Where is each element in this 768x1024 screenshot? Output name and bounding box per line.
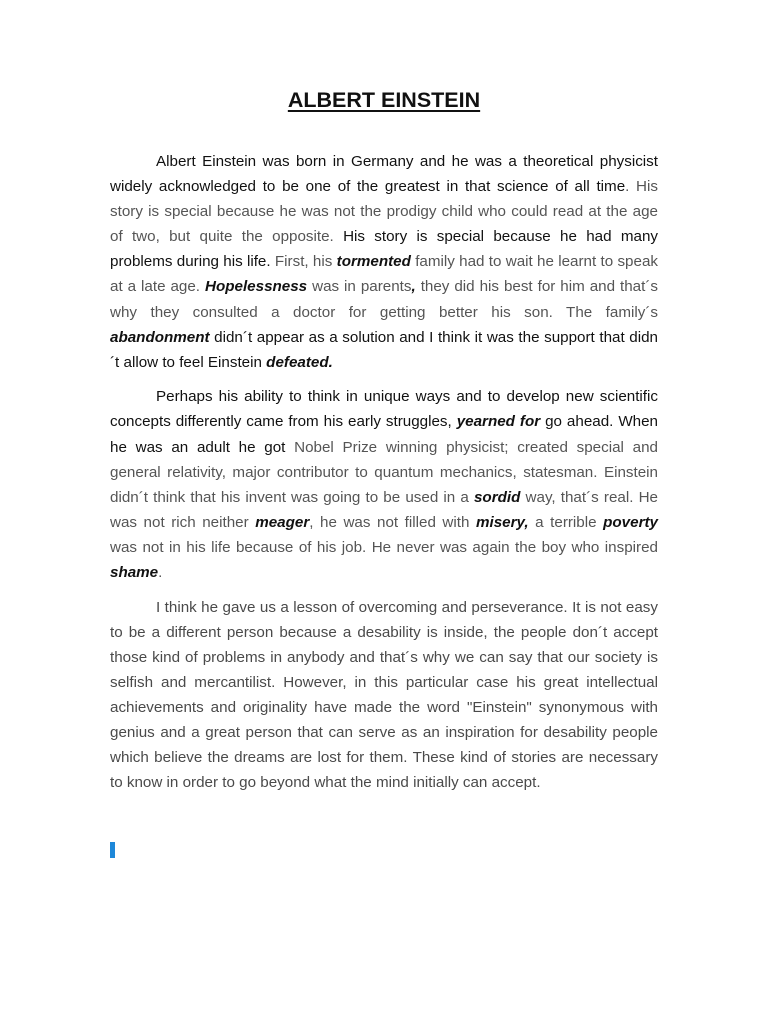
p1-keyword-hopelessness: Hopelessness — [204, 278, 308, 296]
p1-sentence-2: . His story is special because he was not the prodigy child who could read at the age of two, but quite the opposite. — [110, 178, 658, 246]
p2-text-5: , he was not filled with — [309, 513, 476, 531]
paragraph-1 — [110, 149, 658, 375]
p1-text-6: was in parents — [307, 278, 412, 296]
p2-keyword-yearned-for: yearned for — [456, 413, 541, 431]
p1-text-4: First, his — [270, 253, 337, 271]
p1-sentence-3: His story is special because he had many problems during his life. — [110, 228, 658, 271]
p1-text-8: didn´t appear as a solution and I think it was the support that didn´t allow to feel Einstein — [110, 328, 658, 371]
document-page — [110, 84, 658, 805]
p2-keyword-sordid: sordid — [473, 488, 521, 506]
p1-keyword-defeated: defeated. — [266, 353, 333, 371]
p2-text-7: was not in his life because of his job. He never was again the boy who inspired — [110, 538, 658, 556]
paragraph-2 — [110, 384, 658, 585]
p1-text-5: family had to wait he learnt to speak at a late age. — [110, 253, 658, 296]
p2-text-8: . — [158, 564, 163, 581]
p2-keyword-poverty: poverty — [603, 513, 658, 531]
p2-text-6: a terrible — [528, 513, 604, 531]
text-cursor-marker[interactable] — [110, 842, 115, 858]
p1-keyword-abandonment: abandonment — [110, 328, 210, 346]
p1-sentence-1: Albert Einstein was born in Germany and he was a theoretical physicist widely acknowledged to be one of the greatest in that science of all time — [110, 153, 658, 196]
p2-keyword-meager: meager — [255, 513, 310, 531]
p2-keyword-shame: shame — [110, 564, 159, 581]
p2-text-1: Perhaps his ability to think in unique ways and to develop new scientific concepts differently came from his early struggles, — [110, 388, 658, 431]
p1-bold-comma: , — [411, 278, 416, 296]
p2-text-4: way, that´s real. He was not rich neither — [110, 488, 658, 531]
p2-text-2: go ahead. When he was an adult he got — [110, 413, 659, 456]
p2-text-3: Nobel Prize winning physicist; created special and general relativity, major contributor to quantum mechanics, statesman. Einstein didn´t think that his invent was going to be used in a — [110, 438, 658, 506]
p1-text-7: they did his best for him and that´s why they consulted a doctor for getting better his son. The family´s — [110, 278, 658, 321]
p1-keyword-tormented: tormented — [336, 253, 411, 271]
paragraph-3: I think he gave us a lesson of overcoming and perseverance. It is not easy to be a different person because a desability is inside, the people don´t accept those kind of problems in anybody and that´s why we can say that our society is selfish and mercantilist. However, in this particular case his great intellectual achievements and originality have made the word "Einstein" synonymous with genius and a great person that can serve as an inspiration for desability people which believe the dreams are lost for them. These kind of stories are necessary to know in order to go beyond what the mind initially can accept. — [110, 598, 658, 792]
document-title: ALBERT EINSTEIN — [287, 88, 481, 112]
p2-keyword-misery: misery, — [475, 513, 529, 531]
